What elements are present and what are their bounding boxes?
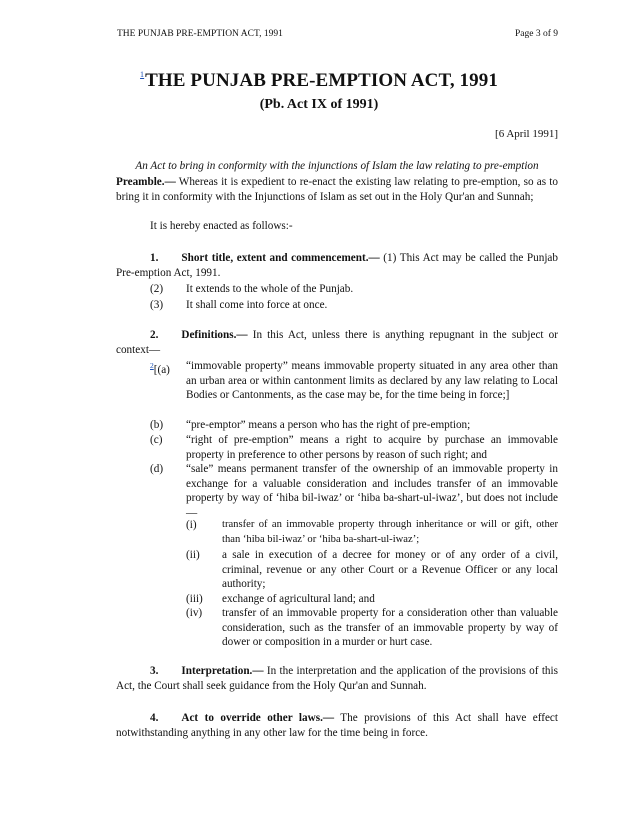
section-2 bbox=[116, 328, 558, 357]
footnote-2-link[interactable]: 2 bbox=[150, 361, 154, 370]
section-3-number: 3. bbox=[150, 665, 159, 677]
footnote-link[interactable]: 1 bbox=[140, 70, 145, 79]
preamble-label: Preamble.— bbox=[116, 176, 176, 188]
clause-b-text: “pre-emptor” means a person who has the right of pre-emption; bbox=[186, 419, 471, 431]
item-iv-text: transfer of an immovable property for a consideration other than valuable consideration, such as the transfer of an immovable property by way of dower or composition in a murder or hurt case. bbox=[222, 607, 558, 649]
page-number: Page 3 of 9 bbox=[514, 29, 558, 39]
act-number: (Pb. Act IX of 1991) bbox=[259, 97, 379, 112]
item-ii-number: (ii) bbox=[186, 549, 200, 561]
section-1-heading: Short title, extent and commencement.— bbox=[181, 252, 380, 264]
title-block bbox=[0, 70, 638, 113]
section-1-number: 1. bbox=[150, 252, 159, 264]
clause-c-text: “right of pre-emption” means a right to acquire by purchase an immovable property in preference to other persons by reason of such right; and bbox=[186, 434, 558, 461]
item-ii-text: a sale in execution of a decree for money or of any order of a civil, criminal, revenue or any other Court or a Revenue Officer or any local authority; bbox=[222, 549, 558, 591]
act-title: $^1$THE PUNJAB PRE-EMPTION ACT, 1991 bbox=[140, 70, 498, 91]
section-1 bbox=[116, 251, 558, 280]
sub-3-number: (3) bbox=[150, 299, 164, 311]
section-1-text: (1) This Act may be called the Punjab Pre-emption Act, 1991. bbox=[116, 252, 558, 279]
clause-b-number: (b) bbox=[150, 419, 164, 431]
item-iii-number: (iii) bbox=[186, 593, 203, 605]
enacting-clause: It is hereby enacted as follows:- bbox=[150, 220, 293, 232]
item-i-text: transfer of an immovable property through inheritance or will or gift, other than ‘hiba bil-iwaz’ or ‘hiba ba-shart-ul-iwaz’; bbox=[222, 519, 558, 545]
running-header-title: THE PUNJAB PRE-EMPTION ACT, 1991 bbox=[117, 29, 283, 39]
sub-2-number: (2) bbox=[150, 283, 164, 295]
clause-d-number: (d) bbox=[150, 463, 164, 475]
clause-a-text: “immovable property” means immovable property situated in any area other than an urban area or within cantonment limits as declared by any law relating to Local Bodies or Cantonments, as the case may be, for the time being in force;] bbox=[186, 360, 558, 402]
preamble-text: Whereas it is expedient to re-enact the existing law relating to pre-emption, so as to bring it in conformity with the Injunctions of Islam as set out in the Holy Qur'an and Sunnah; bbox=[116, 176, 558, 203]
section-3-text: In the interpretation and the application of the provisions of this Act, the Court shall seek guidance from the Holy Qur'an and Sunnah. bbox=[116, 665, 558, 692]
section-4-heading: Act to override other laws.— bbox=[181, 712, 335, 724]
item-iv-number: (iv) bbox=[186, 607, 203, 619]
clause-a-number: $^2$[(a) bbox=[150, 361, 170, 376]
long-title: An Act to bring in conformity with the injunctions of Islam the law relating to pre-emption bbox=[135, 160, 539, 172]
section-3 bbox=[116, 664, 558, 693]
clause-d-text: “sale” means permanent transfer of the ownership of an immovable property in exchange for a valuable consideration and includes transfer of an immovable property by way of ‘hiba bil-iwaz’ or ‘hiba ba-shart-ul-iwaz’, but does not include— bbox=[186, 463, 558, 519]
clause-c-number: (c) bbox=[150, 434, 163, 446]
section-4-text: The provisions of this Act shall have effect notwithstanding anything in any other law for the time being in force. bbox=[116, 712, 558, 739]
section-2-heading: Definitions.— bbox=[181, 329, 248, 341]
sub-2-text: It extends to the whole of the Punjab. bbox=[186, 283, 354, 295]
act-date: [6 April 1991] bbox=[495, 128, 558, 140]
item-i-number: (i) bbox=[186, 519, 197, 531]
section-3-heading: Interpretation.— bbox=[181, 665, 264, 677]
section-4-number: 4. bbox=[150, 712, 159, 724]
section-2-text: In this Act, unless there is anything repugnant in the subject or context— bbox=[116, 329, 558, 356]
sub-3-text: It shall come into force at once. bbox=[186, 299, 328, 311]
item-iii-text: exchange of agricultural land; and bbox=[222, 593, 375, 605]
section-2-number: 2. bbox=[150, 329, 159, 341]
preamble bbox=[116, 175, 558, 204]
section-4 bbox=[116, 711, 558, 740]
